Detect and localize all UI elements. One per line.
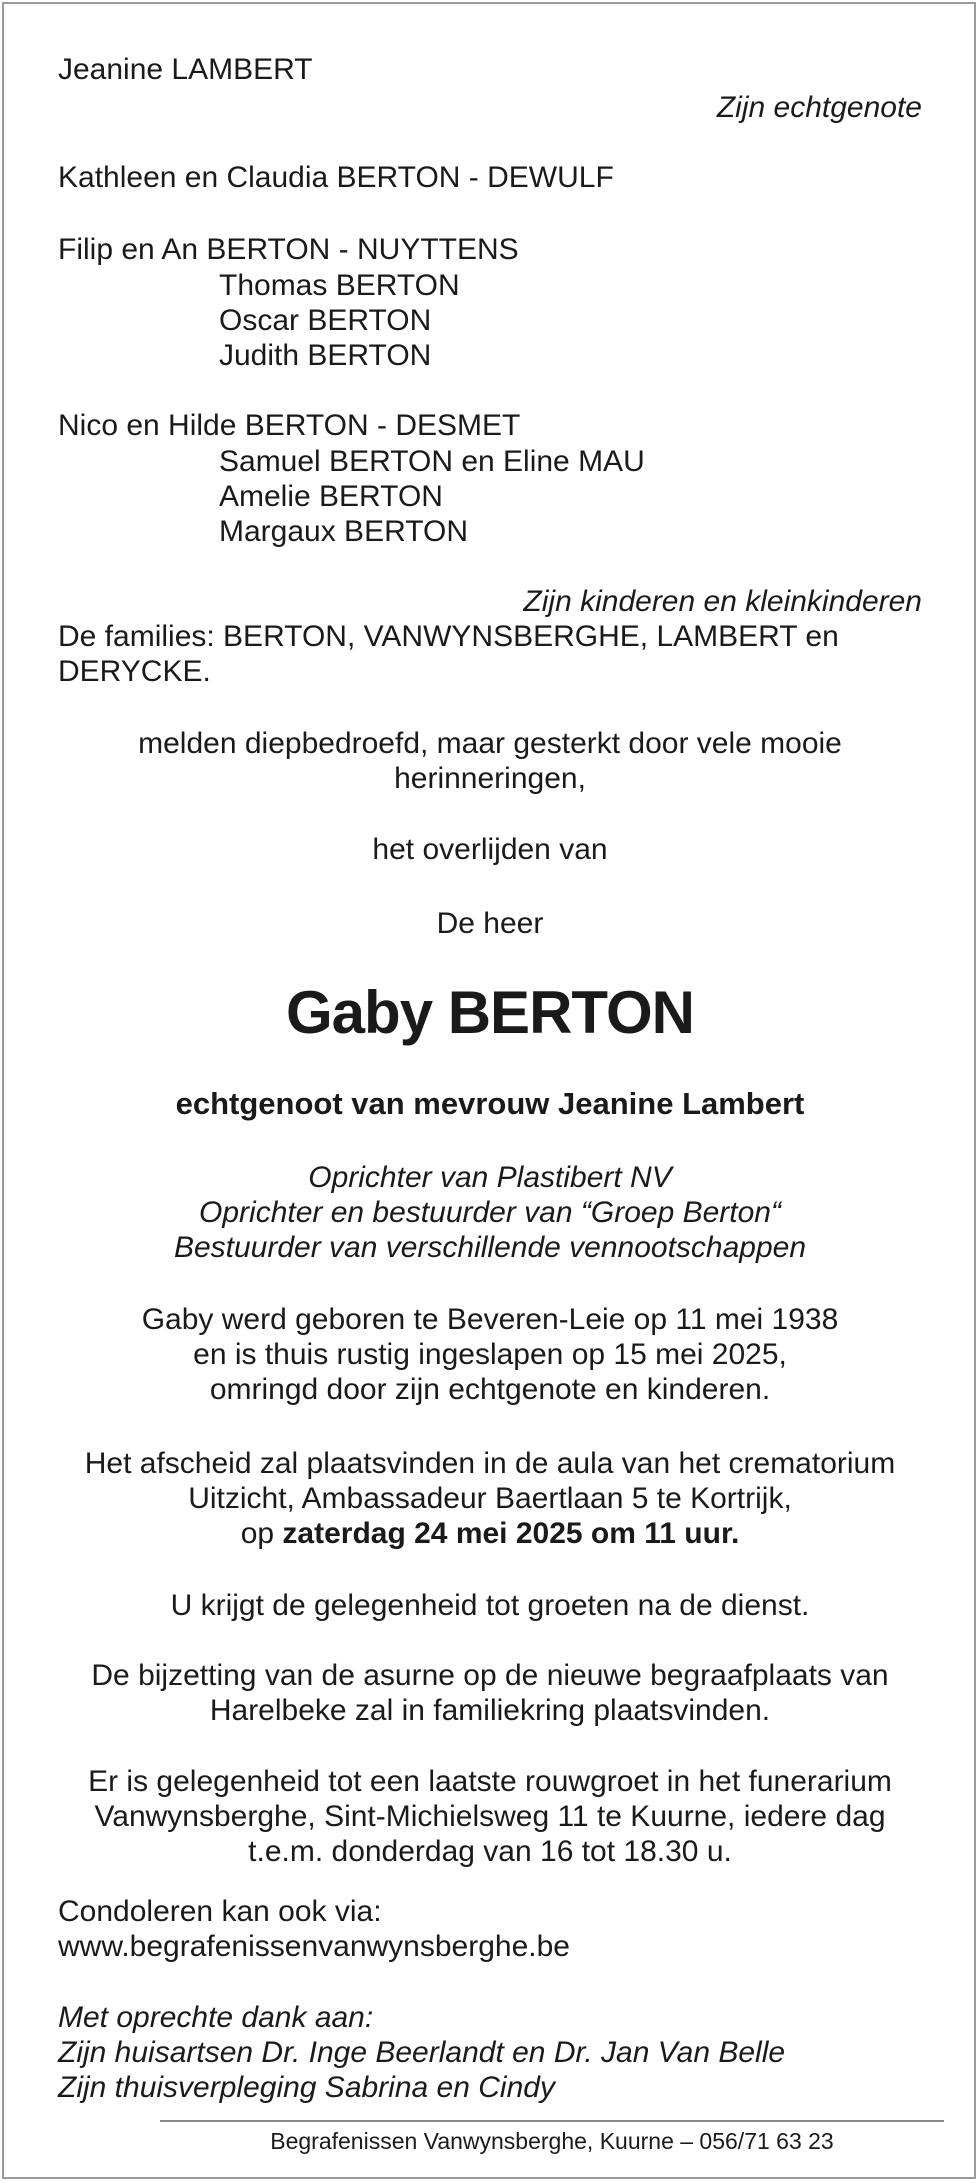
condolences-url[interactable]: www.begrafenissenvanwynsberghe.be [58,1930,570,1963]
funeral-home-footer: Begrafenissen Vanwynsberghe, Kuurne – 056/71 63 23 [270,2128,834,2154]
families-line: DERYCKE. [58,655,211,688]
spouse-name: Jeanine LAMBERT [58,53,313,86]
farewell-line: Het afscheid zal plaatsvinden in de aula van het crematorium [84,1447,896,1480]
spouse-role: Zijn echtgenote [716,91,922,124]
thanks-line: Zijn huisartsen Dr. Inge Beerlandt en Dr. Jan Van Belle [58,2036,786,2069]
child-family-2: Filip en An BERTON - NUYTTENS [58,233,519,266]
children-role: Zijn kinderen en kleinkinderen [523,585,922,618]
families-line: De families: BERTON, VANWYNSBERGHE, LAMBERT en [58,620,839,653]
grandchild-name: Samuel BERTON en Eline MAU [219,445,645,478]
grandchild-name: Thomas BERTON [219,269,460,302]
condolences-label: Condoleren kan ook via: [58,1895,382,1928]
life-line: Gaby werd geboren te Beveren-Leie op 11 mei 1938 [141,1303,839,1336]
role-line: Oprichter en bestuurder van “Groep Berton“ [199,1196,781,1229]
intro-text: herinneringen, [394,762,586,795]
honorific: De heer [436,907,544,940]
grandchild-name: Margaux BERTON [219,515,468,548]
child-family-1: Kathleen en Claudia BERTON - DEWULF [58,161,614,194]
life-line: en is thuis rustig ingeslapen op 15 mei 2025, [193,1338,787,1371]
viewing-line: t.e.m. donderdag van 16 tot 18.30 u. [248,1835,732,1868]
thanks-line: Zijn thuisverpleging Sabrina en Cindy [58,2071,555,2104]
viewing-line: Er is gelegenheid tot een laatste rouwgroet in het funerarium [88,1765,892,1798]
farewell-prefix: op [240,1517,275,1550]
intro-text: melden diepbedroefd, maar gesterkt door vele mooie [138,727,842,760]
passing-text: het overlijden van [372,833,608,866]
farewell-date-line [0,1516,980,1552]
greeting-line: U krijgt de gelegenheid tot groeten na de dienst. [170,1589,810,1622]
grandchild-name: Judith BERTON [219,339,432,372]
footer-divider [160,2120,944,2122]
burial-line: Harelbeke zal in familiekring plaatsvinden. [209,1694,771,1727]
thanks-heading: Met oprechte dank aan: [58,2001,374,2034]
burial-line: De bijzetting van de asurne op de nieuwe begraafplaats van [91,1659,889,1692]
grandchild-name: Amelie BERTON [219,480,443,513]
child-family-3: Nico en Hilde BERTON - DESMET [58,409,521,442]
relation-line: echtgenoot van mevrouw Jeanine Lambert [175,1086,805,1121]
farewell-date: zaterdag 24 mei 2025 om 11 uur. [282,1517,740,1550]
role-line: Oprichter van Plastibert NV [308,1161,672,1194]
deceased-name: Gaby BERTON [286,979,694,1046]
role-line: Bestuurder van verschillende vennootschappen [173,1231,807,1264]
life-line: omringd door zijn echtgenote en kinderen. [209,1373,771,1406]
grandchild-name: Oscar BERTON [219,304,432,337]
viewing-line: Vanwynsberghe, Sint-Michielsweg 11 te Kuurne, iedere dag [94,1800,886,1833]
farewell-line: Uitzicht, Ambassadeur Baertlaan 5 te Kortrijk, [188,1482,792,1515]
